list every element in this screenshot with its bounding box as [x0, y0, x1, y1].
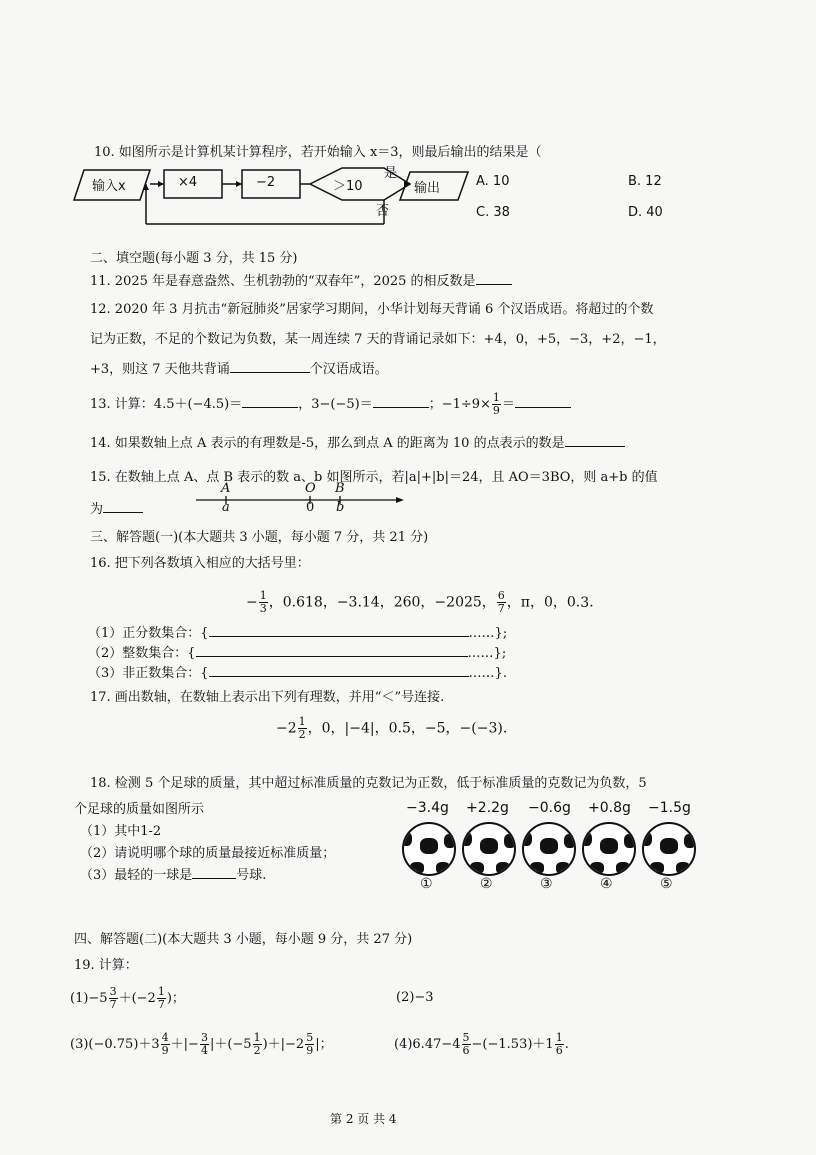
q12-line2: 记为正数，不足的个数记为负数，某一周连续 7 天的背诵记录如下：+4，0，+5，−3，+2，−1，	[90, 332, 666, 347]
q13-blank-1[interactable]	[242, 395, 298, 408]
q18-sub2: （2）请说明哪个球的质量最接近标准质量；	[80, 846, 336, 861]
q18-line2: 个足球的质量如图所示	[74, 802, 205, 817]
axis-value-b: b	[336, 500, 345, 515]
q13-fraction: $\frac{1}{9}$	[492, 391, 500, 417]
q11-text: 11. 2025 年是春意盎然、生机勃勃的“双春年”，2025 的相反数是	[90, 274, 476, 289]
set-positive-fractions: （1）正分数集合：{ ……};	[88, 626, 508, 641]
q17-fraction: $\frac{1}{2}$	[298, 715, 306, 741]
q19-expr-2: (2)−3	[396, 990, 434, 1005]
q19-expr-4: (4)6.47−4 $\frac{5}{6}$ −(−1.53)＋1 $\frac{1}{6}$ .	[394, 1031, 569, 1057]
q10-option-c: C. 38	[476, 205, 510, 220]
q15-line2	[90, 498, 143, 517]
page-footer: 第 2 页 共 4	[330, 1112, 397, 1126]
axis-label-A: A	[221, 481, 231, 496]
axis-value-zero: 0	[306, 500, 315, 515]
section2-title: 二、填空题(每小题 3 分，共 15 分)	[90, 251, 298, 266]
q18-sub1: （1）其中1-2	[80, 824, 162, 839]
football-4-icon	[582, 822, 636, 876]
e3-frac-1: $\frac{4}{9}$	[161, 1031, 169, 1057]
q10-option-a: A. 10	[476, 174, 510, 189]
q12-text-a: +3，则这 7 天他共背诵	[90, 362, 230, 377]
football-3-icon	[522, 822, 576, 876]
q15-answer-blank[interactable]	[103, 500, 143, 513]
ball-mass-1: −3.4g	[406, 800, 449, 816]
e3-frac-3: $\frac{1}{2}$	[253, 1031, 261, 1057]
q13-blank-2[interactable]	[373, 395, 429, 408]
q14-answer-blank[interactable]	[565, 434, 625, 447]
q19-expr-1: (1)−5 $\frac{3}{7}$ ＋(−2 $\frac{1}{7}$ )；	[70, 985, 185, 1011]
flow-subtract: −2	[256, 175, 276, 190]
set1-blank[interactable]	[209, 624, 469, 637]
ball-mass-5: −1.5g	[648, 800, 691, 816]
axis-label-O: O	[305, 481, 316, 496]
set-non-positive: （3）非正数集合：{ ……}.	[88, 666, 507, 681]
e3-frac-4: $\frac{5}{9}$	[306, 1031, 314, 1057]
ball-mass-2: +2.2g	[466, 800, 509, 816]
e3-frac-2: $\frac{3}{4}$	[200, 1031, 208, 1057]
set-integers: （2）整数集合：{ ……};	[88, 646, 507, 661]
q15-text: 为	[90, 502, 104, 517]
ball-label-1: ①	[420, 876, 433, 892]
e1-frac-2: $\frac{1}{7}$	[157, 985, 165, 1011]
ball-mass-3: −0.6g	[528, 800, 571, 816]
ball-label-5: ⑤	[660, 876, 673, 892]
q16-numbers: − $\frac{1}{3}$ ，0.618，−3.14，260，−2025， $\frac{6}{7}$ ，π，0，0.3.	[246, 589, 594, 615]
q18-answer-blank[interactable]	[192, 866, 236, 879]
q19: 19. 计算：	[74, 958, 138, 973]
q13-part-d: ＝	[501, 397, 515, 412]
q18-line1: 18. 检测 5 个足球的质量，其中超过标准质量的克数记为正数，低于标准质量的克数记为负数，5	[90, 776, 647, 791]
section3-title: 三、解答题(一)(本大题共 3 小题，每小题 7 分，共 21 分)	[90, 530, 429, 545]
q13	[90, 392, 571, 417]
q14	[90, 432, 625, 451]
q12-answer-blank[interactable]	[230, 360, 310, 373]
q14-text: 14. 如果数轴上点 A 表示的有理数是-5，那么到点 A 的距离为 10 的点表示的数是	[90, 436, 565, 451]
q15-line1: 15. 在数轴上点 A、点 B 表示的数 a、b 如图所示，若|a|+|b|＝24，且 AO＝3BO，则 a+b 的值	[90, 470, 658, 485]
e1-frac-1: $\frac{3}{7}$	[109, 985, 117, 1011]
q10-option-b: B. 12	[628, 174, 662, 189]
flow-yes: 是	[384, 166, 398, 181]
q18-sub3: （3）最轻的一球是 号球.	[80, 868, 267, 883]
e4-frac-1: $\frac{5}{6}$	[462, 1031, 470, 1057]
flow-no: 否	[376, 204, 390, 219]
flow-multiply: ×4	[178, 175, 198, 190]
q16-repeating-3: 3	[580, 594, 590, 611]
q13-part-b: ，3−(−5)＝	[298, 397, 373, 412]
q13-part-a: 13. 计算：4.5＋(−4.5)＝	[90, 397, 243, 412]
axis-label-B: B	[335, 481, 345, 496]
q16-fraction-2: $\frac{6}{7}$	[497, 589, 505, 615]
axis-value-a: a	[222, 500, 230, 515]
q19-expr-3: (3)(−0.75)＋3 $\frac{4}{9}$ ＋|− $\frac{3}{4}$ |＋(−5 $\frac{1}{2}$ )＋|−2 $\frac{5}{9}$ |；	[70, 1031, 333, 1057]
q17-numbers: −2 $\frac{1}{2}$ ，0，|−4|，0.5，−5，−(−3).	[276, 715, 508, 741]
ball-mass-4: +0.8g	[588, 800, 631, 816]
q13-blank-3[interactable]	[515, 395, 571, 408]
q12-line3	[90, 358, 388, 377]
q10-option-d: D. 40	[628, 205, 663, 220]
section4-title: 四、解答题(二)(本大题共 3 小题，每小题 9 分，共 27 分)	[74, 932, 413, 947]
ball-label-2: ②	[480, 876, 493, 892]
q12-text-b: 个汉语成语。	[309, 362, 388, 377]
set2-blank[interactable]	[196, 644, 468, 657]
q16-fraction-1: $\frac{1}{3}$	[259, 589, 267, 615]
football-1-icon	[402, 822, 456, 876]
football-5-icon	[642, 822, 696, 876]
q10-stem: 10. 如图所示是计算机某计算程序，若开始输入 x＝3，则最后输出的结果是（	[94, 145, 542, 160]
ball-label-3: ③	[540, 876, 553, 892]
set3-blank[interactable]	[209, 664, 469, 677]
q11-answer-blank[interactable]	[476, 272, 512, 285]
q13-part-c: ；−1÷9×	[428, 397, 491, 412]
flow-output: 输出	[414, 181, 441, 196]
q17: 17. 画出数轴，在数轴上表示出下列有理数，并用“＜”号连接.	[90, 690, 445, 705]
e4-frac-2: $\frac{1}{6}$	[555, 1031, 563, 1057]
flow-condition: ＞10	[333, 179, 363, 194]
q10-flowchart	[70, 158, 470, 238]
flow-input: 输入x	[92, 179, 126, 194]
q12-line1: 12. 2020 年 3 月抗击“新冠肺炎”居家学习期间，小华计划每天背诵 6 个汉语成语。将超过的个数	[90, 302, 654, 317]
q11	[90, 270, 512, 289]
football-2-icon	[462, 822, 516, 876]
q16: 16. 把下列各数填入相应的大括号里：	[90, 556, 310, 571]
ball-label-4: ④	[600, 876, 613, 892]
